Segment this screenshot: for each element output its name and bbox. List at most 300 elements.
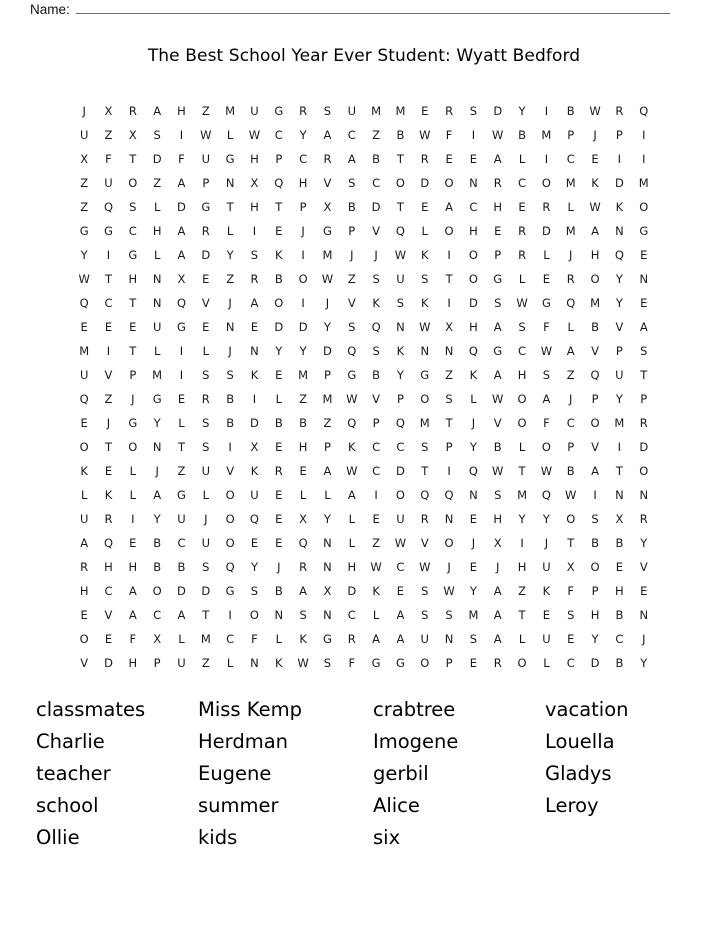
letter-cell[interactable]: L xyxy=(202,488,210,502)
letter-cell[interactable]: L xyxy=(153,200,161,214)
letter-cell[interactable]: R xyxy=(299,104,308,118)
letter-cell[interactable]: Y xyxy=(226,248,234,262)
letter-cell[interactable]: A xyxy=(153,104,162,118)
letter-cell[interactable]: U xyxy=(396,512,405,526)
letter-cell[interactable]: Q xyxy=(103,536,114,550)
letter-cell[interactable]: T xyxy=(518,608,526,622)
letter-cell[interactable]: M xyxy=(590,296,601,310)
letter-cell[interactable]: S xyxy=(469,104,478,118)
letter-cell[interactable]: S xyxy=(421,584,429,598)
letter-cell[interactable]: L xyxy=(567,200,574,214)
letter-cell[interactable]: S xyxy=(494,296,502,310)
letter-cell[interactable]: Q xyxy=(444,488,454,502)
letter-cell[interactable]: R xyxy=(445,104,454,118)
letter-cell[interactable]: H xyxy=(347,560,357,574)
letter-cell[interactable]: N xyxy=(323,608,332,622)
letter-cell[interactable]: L xyxy=(518,440,526,454)
letter-cell[interactable]: E xyxy=(104,464,113,478)
letter-cell[interactable]: E xyxy=(518,200,526,214)
letter-cell[interactable]: C xyxy=(396,440,405,454)
letter-cell[interactable]: L xyxy=(518,272,526,286)
letter-cell[interactable]: D xyxy=(371,200,381,214)
letter-cell[interactable]: P xyxy=(567,128,575,142)
letter-cell[interactable]: L xyxy=(543,248,550,262)
letter-cell[interactable]: I xyxy=(544,152,549,166)
letter-cell[interactable]: X xyxy=(323,200,332,214)
letter-cell[interactable]: G xyxy=(347,368,357,382)
letter-cell[interactable]: I xyxy=(617,440,622,454)
letter-cell[interactable]: V xyxy=(591,344,599,358)
letter-cell[interactable]: L xyxy=(348,512,355,526)
letter-cell[interactable]: A xyxy=(591,464,599,478)
letter-cell[interactable]: H xyxy=(493,200,503,214)
letter-cell[interactable]: B xyxy=(274,416,283,430)
letter-cell[interactable]: N xyxy=(639,608,649,622)
letter-cell[interactable]: G xyxy=(322,632,332,646)
letter-cell[interactable]: Q xyxy=(274,176,284,190)
letter-cell[interactable]: H xyxy=(298,176,308,190)
letter-cell[interactable]: W xyxy=(346,392,358,406)
letter-cell[interactable]: L xyxy=(372,608,380,622)
letter-cell[interactable]: N xyxy=(444,512,454,526)
letter-cell[interactable]: U xyxy=(396,272,405,286)
letter-cell[interactable]: C xyxy=(347,608,356,622)
letter-cell[interactable]: A xyxy=(372,632,381,646)
letter-cell[interactable]: O xyxy=(590,416,600,430)
letter-cell[interactable]: L xyxy=(518,152,526,166)
letter-cell[interactable]: R xyxy=(542,200,551,214)
letter-cell[interactable]: H xyxy=(517,368,527,382)
letter-cell[interactable]: Q xyxy=(371,320,381,334)
letter-cell[interactable]: X xyxy=(445,320,454,334)
letter-cell[interactable]: B xyxy=(177,560,186,574)
letter-cell[interactable]: P xyxy=(275,152,283,166)
letter-cell[interactable]: L xyxy=(80,488,88,502)
letter-cell[interactable]: E xyxy=(469,512,478,526)
letter-cell[interactable]: Y xyxy=(469,440,477,454)
word-bank-item[interactable]: kids xyxy=(198,826,238,849)
letter-cell[interactable]: N xyxy=(152,440,162,454)
letter-cell[interactable]: G xyxy=(371,656,381,670)
letter-cell[interactable]: L xyxy=(226,656,234,670)
letter-cell[interactable]: B xyxy=(396,128,405,142)
letter-cell[interactable]: E xyxy=(129,536,137,550)
letter-cell[interactable]: O xyxy=(79,632,89,646)
letter-cell[interactable]: A xyxy=(445,200,454,214)
word-bank-item[interactable]: gerbil xyxy=(373,762,429,785)
letter-cell[interactable]: P xyxy=(202,176,210,190)
letter-cell[interactable]: N xyxy=(250,344,259,358)
letter-cell[interactable]: E xyxy=(250,536,259,550)
letter-cell[interactable]: F xyxy=(129,632,137,646)
letter-cell[interactable]: B xyxy=(153,560,162,574)
letter-cell[interactable]: K xyxy=(372,296,380,310)
letter-cell[interactable]: U xyxy=(104,176,113,190)
letter-cell[interactable]: T xyxy=(177,440,185,454)
letter-cell[interactable]: G xyxy=(177,488,186,502)
letter-cell[interactable]: I xyxy=(447,464,451,478)
letter-cell[interactable]: X xyxy=(493,536,502,550)
letter-cell[interactable]: O xyxy=(274,296,284,310)
letter-cell[interactable]: A xyxy=(639,320,648,334)
letter-cell[interactable]: I xyxy=(179,368,184,382)
letter-cell[interactable]: S xyxy=(494,488,502,502)
letter-cell[interactable]: M xyxy=(322,392,333,406)
letter-cell[interactable]: E xyxy=(494,224,502,238)
letter-cell[interactable]: M xyxy=(395,104,406,118)
letter-cell[interactable]: K xyxy=(250,464,259,478)
letter-cell[interactable]: A xyxy=(299,584,308,598)
letter-cell[interactable]: X xyxy=(128,128,137,142)
letter-cell[interactable]: T xyxy=(615,464,623,478)
letter-cell[interactable]: P xyxy=(323,368,331,382)
letter-cell[interactable]: Z xyxy=(226,272,235,286)
letter-cell[interactable]: V xyxy=(80,656,89,670)
letter-cell[interactable]: O xyxy=(517,416,527,430)
letter-cell[interactable]: F xyxy=(178,152,185,166)
letter-cell[interactable]: R xyxy=(80,560,89,574)
letter-cell[interactable]: B xyxy=(615,608,624,622)
letter-cell[interactable]: W xyxy=(370,560,382,574)
letter-cell[interactable]: C xyxy=(299,152,308,166)
letter-cell[interactable]: E xyxy=(640,248,648,262)
letter-cell[interactable]: M xyxy=(225,104,236,118)
letter-cell[interactable]: I xyxy=(617,152,622,166)
letter-cell[interactable]: R xyxy=(518,248,527,262)
letter-cell[interactable]: C xyxy=(372,440,381,454)
letter-cell[interactable]: W xyxy=(419,560,431,574)
letter-cell[interactable]: U xyxy=(177,512,186,526)
letter-cell[interactable]: G xyxy=(128,248,138,262)
letter-cell[interactable]: X xyxy=(250,176,259,190)
letter-cell[interactable]: U xyxy=(201,536,211,550)
letter-cell[interactable]: Y xyxy=(323,512,331,526)
letter-cell[interactable]: D xyxy=(177,584,186,598)
letter-cell[interactable]: D xyxy=(347,584,357,598)
letter-cell[interactable]: T xyxy=(129,344,137,358)
letter-cell[interactable]: W xyxy=(394,536,407,550)
letter-cell[interactable]: S xyxy=(591,512,599,526)
letter-cell[interactable]: I xyxy=(131,512,135,526)
letter-cell[interactable]: X xyxy=(104,104,113,118)
word-bank-item[interactable]: vacation xyxy=(545,698,629,721)
word-bank-item[interactable]: Leroy xyxy=(545,794,599,817)
letter-cell[interactable]: L xyxy=(226,128,234,142)
letter-cell[interactable]: J xyxy=(447,560,451,574)
letter-cell[interactable]: K xyxy=(80,464,88,478)
letter-cell[interactable]: Q xyxy=(468,344,478,358)
letter-cell[interactable]: E xyxy=(299,464,307,478)
letter-cell[interactable]: E xyxy=(640,584,648,598)
letter-cell[interactable]: G xyxy=(79,224,89,238)
letter-cell[interactable]: V xyxy=(104,368,113,382)
letter-cell[interactable]: L xyxy=(324,488,331,502)
letter-cell[interactable]: Z xyxy=(372,128,381,142)
letter-cell[interactable]: Q xyxy=(566,296,576,310)
letter-cell[interactable]: X xyxy=(299,512,308,526)
letter-cell[interactable]: I xyxy=(106,248,111,262)
word-bank-item[interactable]: summer xyxy=(198,794,279,817)
letter-cell[interactable]: E xyxy=(567,632,575,646)
letter-cell[interactable]: Z xyxy=(372,536,381,550)
letter-cell[interactable]: F xyxy=(567,584,575,598)
letter-cell[interactable]: D xyxy=(468,296,478,310)
word-bank-item[interactable]: Gladys xyxy=(545,762,612,785)
letter-cell[interactable]: D xyxy=(152,152,162,166)
letter-cell[interactable]: R xyxy=(615,104,624,118)
letter-cell[interactable]: C xyxy=(274,128,283,142)
letter-cell[interactable]: N xyxy=(323,536,332,550)
letter-cell[interactable]: X xyxy=(80,152,89,166)
letter-cell[interactable]: U xyxy=(250,488,259,502)
letter-cell[interactable]: J xyxy=(642,632,646,646)
letter-cell[interactable]: B xyxy=(226,416,235,430)
letter-cell[interactable]: P xyxy=(591,392,599,406)
letter-cell[interactable]: Q xyxy=(468,464,478,478)
letter-cell[interactable]: S xyxy=(323,656,332,670)
letter-cell[interactable]: P xyxy=(445,656,453,670)
letter-cell[interactable]: O xyxy=(395,488,405,502)
letter-cell[interactable]: Y xyxy=(518,104,526,118)
letter-cell[interactable]: Z xyxy=(445,368,454,382)
letter-cell[interactable]: U xyxy=(201,464,211,478)
letter-cell[interactable]: O xyxy=(590,272,600,286)
letter-cell[interactable]: I xyxy=(374,488,378,502)
letter-cell[interactable]: A xyxy=(153,488,162,502)
letter-cell[interactable]: R xyxy=(566,272,575,286)
letter-cell[interactable]: Y xyxy=(640,656,648,670)
letter-cell[interactable]: H xyxy=(250,152,259,166)
letter-cell[interactable]: O xyxy=(420,656,430,670)
letter-cell[interactable]: T xyxy=(129,296,137,310)
letter-cell[interactable]: L xyxy=(129,464,137,478)
letter-cell[interactable]: M xyxy=(200,632,211,646)
letter-cell[interactable]: J xyxy=(106,416,111,430)
letter-cell[interactable]: H xyxy=(177,104,186,118)
letter-cell[interactable]: L xyxy=(153,344,161,358)
letter-cell[interactable]: V xyxy=(420,536,429,550)
letter-cell[interactable]: R xyxy=(493,176,502,190)
letter-cell[interactable]: I xyxy=(544,104,549,118)
letter-cell[interactable]: E xyxy=(469,560,478,574)
letter-cell[interactable]: S xyxy=(542,368,551,382)
word-bank-item[interactable]: classmates xyxy=(36,698,146,721)
letter-cell[interactable]: K xyxy=(348,440,356,454)
letter-cell[interactable]: A xyxy=(177,224,186,238)
word-bank-item[interactable]: Eugene xyxy=(198,762,272,785)
letter-cell[interactable]: L xyxy=(275,632,282,646)
letter-cell[interactable]: A xyxy=(591,224,599,238)
letter-cell[interactable]: O xyxy=(225,488,235,502)
letter-cell[interactable]: S xyxy=(445,608,453,622)
letter-cell[interactable]: Z xyxy=(153,176,162,190)
letter-cell[interactable]: K xyxy=(591,176,599,190)
letter-cell[interactable]: R xyxy=(323,152,332,166)
letter-cell[interactable]: D xyxy=(250,416,259,430)
letter-cell[interactable]: L xyxy=(275,392,282,406)
letter-cell[interactable]: R xyxy=(201,224,210,238)
letter-cell[interactable]: W xyxy=(297,656,309,670)
letter-cell[interactable]: L xyxy=(518,632,526,646)
letter-cell[interactable]: T xyxy=(421,464,429,478)
letter-cell[interactable]: K xyxy=(250,368,259,382)
letter-cell[interactable]: Q xyxy=(249,512,259,526)
letter-cell[interactable]: Q xyxy=(395,224,405,238)
letter-cell[interactable]: Q xyxy=(395,416,405,430)
letter-cell[interactable]: Z xyxy=(201,656,210,670)
letter-cell[interactable]: A xyxy=(323,464,332,478)
letter-cell[interactable]: C xyxy=(372,176,381,190)
letter-cell[interactable]: A xyxy=(493,608,502,622)
letter-cell[interactable]: I xyxy=(252,224,257,238)
letter-cell[interactable]: A xyxy=(542,392,551,406)
letter-cell[interactable]: V xyxy=(639,560,648,574)
letter-cell[interactable]: S xyxy=(153,128,161,142)
letter-cell[interactable]: C xyxy=(518,344,527,358)
letter-cell[interactable]: G xyxy=(274,104,284,118)
letter-cell[interactable]: F xyxy=(251,632,258,646)
letter-cell[interactable]: T xyxy=(396,200,404,214)
letter-cell[interactable]: A xyxy=(128,584,137,598)
letter-cell[interactable]: P xyxy=(591,584,599,598)
letter-cell[interactable]: A xyxy=(128,608,137,622)
word-bank-item[interactable]: school xyxy=(36,794,99,817)
letter-cell[interactable]: U xyxy=(420,632,429,646)
letter-cell[interactable]: I xyxy=(228,440,232,454)
letter-cell[interactable]: Z xyxy=(299,392,308,406)
letter-cell[interactable]: S xyxy=(226,368,234,382)
letter-cell[interactable]: U xyxy=(79,128,89,142)
letter-cell[interactable]: Y xyxy=(153,512,161,526)
letter-cell[interactable]: D xyxy=(396,464,405,478)
letter-cell[interactable]: S xyxy=(250,248,259,262)
letter-cell[interactable]: Q xyxy=(79,392,89,406)
letter-cell[interactable]: Q xyxy=(176,296,186,310)
letter-cell[interactable]: H xyxy=(152,224,162,238)
letter-cell[interactable]: T xyxy=(640,368,648,382)
letter-cell[interactable]: P xyxy=(299,200,307,214)
letter-cell[interactable]: Y xyxy=(469,584,477,598)
letter-cell[interactable]: W xyxy=(419,128,431,142)
letter-cell[interactable]: M xyxy=(565,176,576,190)
letter-cell[interactable]: G xyxy=(541,296,551,310)
letter-cell[interactable]: B xyxy=(518,128,527,142)
letter-cell[interactable]: J xyxy=(471,536,476,550)
letter-cell[interactable]: E xyxy=(445,152,453,166)
word-bank-item[interactable]: Herdman xyxy=(198,730,289,753)
letter-cell[interactable]: S xyxy=(250,584,259,598)
letter-cell[interactable]: S xyxy=(348,320,356,334)
letter-cell[interactable]: Y xyxy=(542,512,550,526)
letter-cell[interactable]: D xyxy=(614,176,624,190)
letter-cell[interactable]: W xyxy=(248,128,261,142)
letter-cell[interactable]: L xyxy=(153,248,161,262)
letter-cell[interactable]: L xyxy=(543,656,550,670)
letter-cell[interactable]: Z xyxy=(104,128,113,142)
letter-cell[interactable]: K xyxy=(420,248,429,262)
letter-cell[interactable]: J xyxy=(325,296,330,310)
letter-cell[interactable]: N xyxy=(323,560,332,574)
letter-cell[interactable]: Z xyxy=(347,272,356,286)
letter-cell[interactable]: R xyxy=(639,512,648,526)
letter-cell[interactable]: O xyxy=(420,392,430,406)
letter-cell[interactable]: O xyxy=(444,176,454,190)
letter-cell[interactable]: E xyxy=(275,512,283,526)
letter-cell[interactable]: L xyxy=(299,488,307,502)
letter-cell[interactable]: W xyxy=(589,200,601,214)
letter-cell[interactable]: R xyxy=(250,272,259,286)
letter-cell[interactable]: E xyxy=(421,104,429,118)
letter-cell[interactable]: M xyxy=(152,368,163,382)
letter-cell[interactable]: Q xyxy=(298,536,308,550)
letter-cell[interactable]: U xyxy=(201,152,211,166)
letter-cell[interactable]: G xyxy=(420,368,430,382)
letter-cell[interactable]: M xyxy=(298,368,309,382)
letter-cell[interactable]: V xyxy=(323,176,332,190)
letter-cell[interactable]: X xyxy=(566,560,575,574)
letter-cell[interactable]: S xyxy=(202,440,210,454)
letter-cell[interactable]: D xyxy=(298,320,308,334)
word-bank-item[interactable]: Imogene xyxy=(373,730,459,753)
letter-cell[interactable]: Y xyxy=(250,560,258,574)
letter-cell[interactable]: W xyxy=(200,128,212,142)
letter-cell[interactable]: Z xyxy=(80,200,89,214)
letter-cell[interactable]: E xyxy=(591,152,599,166)
letter-cell[interactable]: C xyxy=(347,128,356,142)
letter-cell[interactable]: Y xyxy=(591,632,599,646)
letter-cell[interactable]: N xyxy=(469,488,478,502)
letter-cell[interactable]: C xyxy=(566,152,575,166)
letter-cell[interactable]: I xyxy=(179,344,184,358)
letter-cell[interactable]: W xyxy=(78,272,90,286)
letter-cell[interactable]: E xyxy=(640,296,648,310)
letter-cell[interactable]: W xyxy=(346,464,358,478)
letter-cell[interactable]: O xyxy=(444,224,454,238)
letter-cell[interactable]: I xyxy=(447,248,451,262)
letter-cell[interactable]: V xyxy=(226,464,235,478)
letter-cell[interactable]: B xyxy=(591,320,599,334)
letter-cell[interactable]: U xyxy=(542,632,551,646)
letter-cell[interactable]: B xyxy=(372,152,381,166)
letter-cell[interactable]: O xyxy=(444,536,454,550)
letter-cell[interactable]: B xyxy=(615,656,624,670)
letter-cell[interactable]: B xyxy=(299,416,308,430)
letter-cell[interactable]: A xyxy=(396,632,405,646)
letter-cell[interactable]: E xyxy=(469,656,478,670)
letter-cell[interactable]: Z xyxy=(104,392,113,406)
letter-cell[interactable]: S xyxy=(299,608,307,622)
letter-cell[interactable]: D xyxy=(104,656,113,670)
letter-cell[interactable]: R xyxy=(420,152,429,166)
letter-cell[interactable]: I xyxy=(642,152,646,166)
letter-cell[interactable]: E xyxy=(104,320,113,334)
letter-cell[interactable]: K xyxy=(372,584,380,598)
letter-cell[interactable]: Y xyxy=(275,344,283,358)
letter-cell[interactable]: B xyxy=(566,464,575,478)
letter-cell[interactable]: M xyxy=(322,248,333,262)
letter-cell[interactable]: W xyxy=(419,320,431,334)
letter-cell[interactable]: V xyxy=(372,392,381,406)
word-search-grid[interactable] xyxy=(72,99,656,675)
letter-cell[interactable]: N xyxy=(420,344,430,358)
letter-cell[interactable]: H xyxy=(128,656,138,670)
letter-cell[interactable]: P xyxy=(567,440,575,454)
letter-cell[interactable]: Y xyxy=(323,320,331,334)
letter-cell[interactable]: W xyxy=(540,464,553,478)
letter-cell[interactable]: J xyxy=(228,344,232,358)
letter-cell[interactable]: B xyxy=(372,368,381,382)
letter-cell[interactable]: G xyxy=(493,344,503,358)
